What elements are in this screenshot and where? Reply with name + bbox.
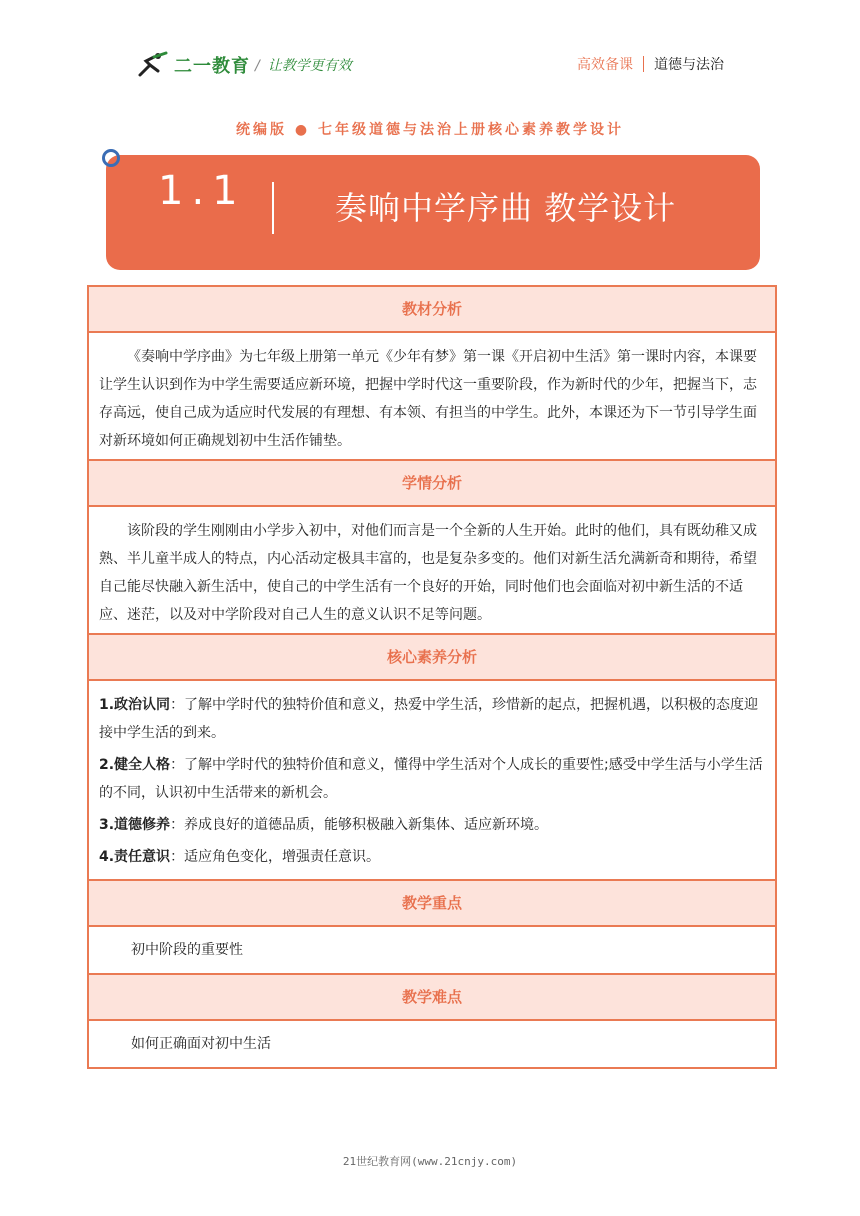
slogan-text: 让教学更有效 [267, 58, 352, 74]
competency-text: ：适应角色变化，增强责任意识。 [170, 849, 381, 865]
competency-item [99, 843, 765, 871]
banner-divider [272, 182, 274, 234]
competency-item [99, 751, 765, 807]
header-divider [643, 56, 644, 72]
section-heading-competency: 核心素养分析 [89, 635, 775, 681]
competency-label: 2.健全人格 [99, 757, 171, 773]
competency-label: 4.责任意识 [99, 849, 171, 865]
section-heading-materials: 教材分析 [89, 287, 775, 333]
key-points-text: 初中阶段的重要性 [89, 927, 775, 975]
competency-text: ：了解中学时代的独特价值和意义，懂得中学生活对个人成长的重要性;感受中学生活与小学生活的不同，认识初中生活带来的新机会。 [99, 757, 763, 801]
competency-text: ：了解中学时代的独特价值和意义，热爱中学生活，珍惜新的起点，把握机遇，以积极的态度迎接中学生活的到来。 [99, 697, 759, 741]
logo [136, 50, 266, 80]
banner-dot-icon [102, 149, 120, 167]
design-table [87, 285, 777, 1069]
difficulties-text: 如何正确面对初中生活 [131, 1036, 271, 1052]
section-heading-difficulties: 教学难点 [89, 975, 775, 1021]
section-body-materials [89, 333, 775, 461]
runner-logo-icon [136, 51, 170, 79]
lesson-number: 1.1 [158, 168, 246, 214]
competency-text: ：养成良好的道德品质，能够积极融入新集体、适应新环境。 [170, 817, 549, 833]
lesson-title: 奏响中学序曲 教学设计 [335, 189, 677, 227]
page-subtitle: 统编版 ● 七年级道德与法治上册核心素养教学设计 [236, 122, 624, 138]
slash-divider: / [255, 58, 260, 74]
page-footer: 21世纪教育网(www.21cnjy.com) [342, 1155, 518, 1168]
page-header [0, 0, 860, 100]
section-body-students [89, 507, 775, 635]
competency-item [99, 691, 765, 747]
students-text: 该阶段的学生刚刚由小学步入初中，对他们而言是一个全新的人生开始。此时的他们，具有既幼稚又成熟、半儿童半成人的特点，内心活动定极具丰富的，也是复杂多变的。他们对新生活允满新奇和期待，希望自己能尽快融入新生活中，使自己的中学生活有一个良好的开始，同时他们也会面临对初中新生活的不适应、迷茫，以及对中学阶段对自己人生的意义认识不足等问题。 [99, 523, 757, 623]
logo-text: 二一教育 [174, 56, 250, 77]
section-heading-key-points: 教学重点 [89, 881, 775, 927]
header-label-prep: 高效备课 [577, 57, 633, 73]
section-body-competency [89, 681, 775, 881]
section-heading-students: 学情分析 [89, 461, 775, 507]
competency-label: 1.政治认同 [99, 697, 171, 713]
header-labels [577, 54, 724, 74]
competency-label: 3.道德修养 [99, 817, 171, 833]
header-label-subject: 道德与法治 [654, 57, 724, 73]
competency-item [99, 811, 765, 839]
materials-text: 《奏响中学序曲》为七年级上册第一单元《少年有梦》第一课《开启初中生活》第一课时内容，本课要让学生认识到作为中学生需要适应新环境，把握中学时代这一重要阶段，作为新时代的少年，把握当下，志存高远，使自己成为适应时代发展的有理想、有本领、有担当的中学生。此外，本课还为下一节引导学生面对新环境如何正确规划初中生活作铺垫。 [99, 349, 757, 449]
slogan [255, 55, 352, 75]
